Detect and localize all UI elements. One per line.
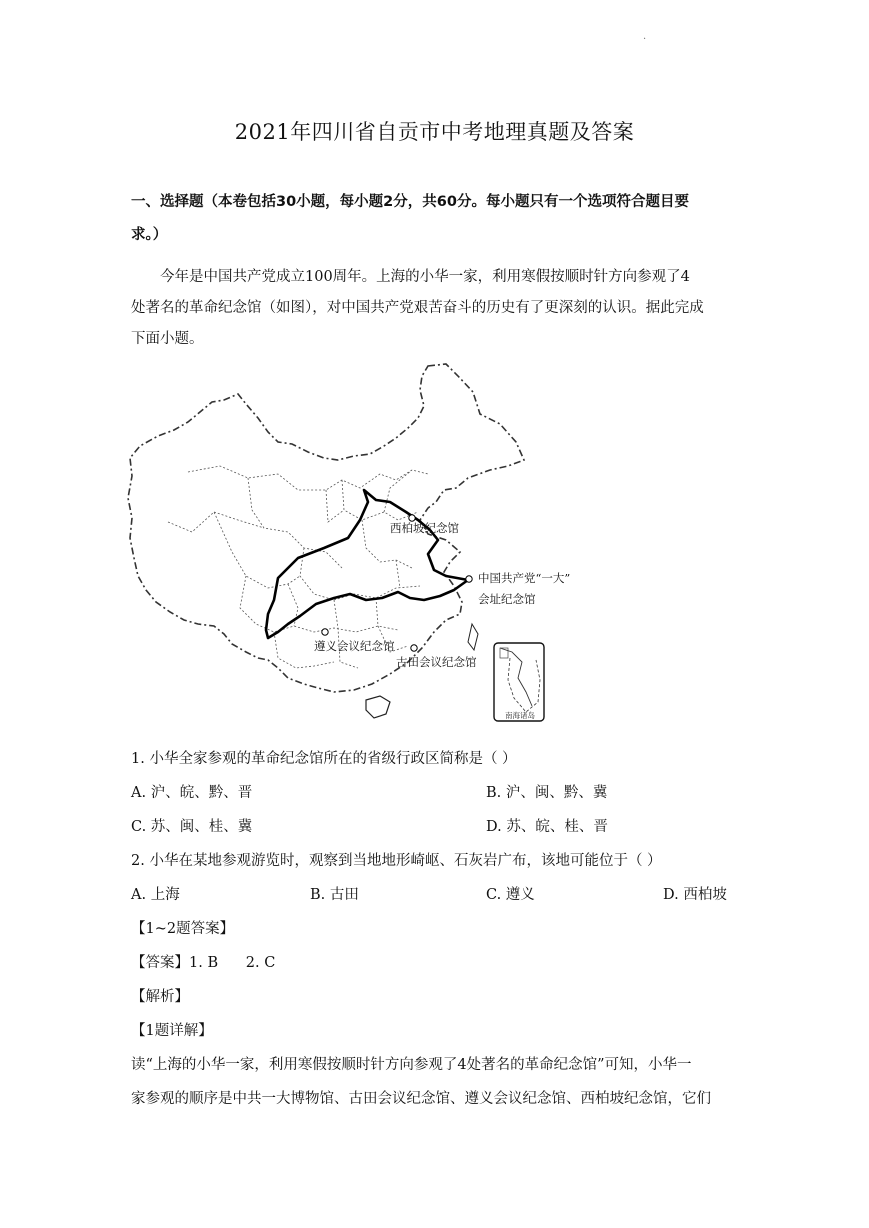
q1-option-a: A. 沪、皖、黔、晋 — [131, 785, 253, 801]
detail-line2: 家参观的顺序是中共一大博物馆、古田会议纪念馆、遵义会议纪念馆、西柏坡纪念馆，它们 — [131, 1091, 711, 1107]
inset-label: 南海诸岛 — [505, 711, 535, 720]
zunyi-label: 遵义会议纪念馆 — [314, 639, 395, 653]
section-heading-line1: 一、选择题（本卷包括30小题，每小题2分，共60分。每小题只有一个选项符合题目要 — [131, 194, 689, 210]
question-1-stem: 1. 小华全家参观的革命纪念馆所在的省级行政区简称是（ ） — [131, 751, 517, 767]
q1-option-c: C. 苏、闽、桂、冀 — [131, 819, 253, 835]
analysis-title: 【解析】 — [131, 989, 189, 1005]
gutian-marker — [411, 645, 417, 651]
zunyi-marker — [322, 629, 328, 635]
xibaipo-label: 西柏坡纪念馆 — [390, 521, 459, 535]
intro-paragraph — [131, 262, 741, 355]
hainan-island — [366, 696, 390, 718]
q2-option-a: A. 上海 — [131, 887, 180, 903]
intro-line1: 今年是中国共产党成立100周年。上海的小华一家，利用寒假按顺时针方向参观了4 — [160, 269, 690, 285]
section-heading — [131, 186, 741, 252]
intro-line3: 下面小题。 — [131, 331, 204, 347]
answer-group-title: 【1~2题答案】 — [131, 921, 235, 937]
intro-line2: 处著名的革命纪念馆（如图），对中国共产党艰苦奋斗的历史有了更深刻的认识。据此完成 — [131, 300, 704, 316]
detail-title: 【1题详解】 — [131, 1023, 213, 1039]
province-boundaries — [168, 466, 428, 668]
q2-option-d: D. 西柏坡 — [663, 887, 727, 903]
q1-option-d: D. 苏、皖、桂、晋 — [486, 819, 608, 835]
south-china-sea-inset — [494, 643, 544, 721]
gutian-label: 古田会议纪念馆 — [396, 655, 477, 669]
question-2-stem: 2. 小华在某地参观游览时，观察到当地地形崎岖、石灰岩广布，该地可能位于（ ） — [131, 853, 662, 869]
taiwan-island — [468, 624, 478, 650]
yida-label-line2: 会址纪念馆 — [478, 592, 536, 606]
q1-option-b: B. 沪、闽、黔、冀 — [486, 785, 608, 801]
yida-marker — [466, 576, 472, 582]
page-title: 2021年四川省自贡市中考地理真题及答案 — [234, 120, 635, 144]
detail-line1: 读“上海的小华一家，利用寒假按顺时针方向参观了4处著名的革命纪念馆”可知，小华一 — [131, 1057, 692, 1073]
china-map-figure — [128, 362, 571, 724]
q2-option-b: B. 古田 — [310, 887, 359, 903]
section-heading-line2: 求。） — [131, 227, 168, 243]
yida-label-line1: 中国共产党“一大” — [478, 571, 571, 585]
q2-option-c: C. 遵义 — [486, 887, 535, 903]
corner-mark: · — [643, 34, 647, 45]
answer-line: 【答案】1. B 2. C — [131, 955, 276, 971]
